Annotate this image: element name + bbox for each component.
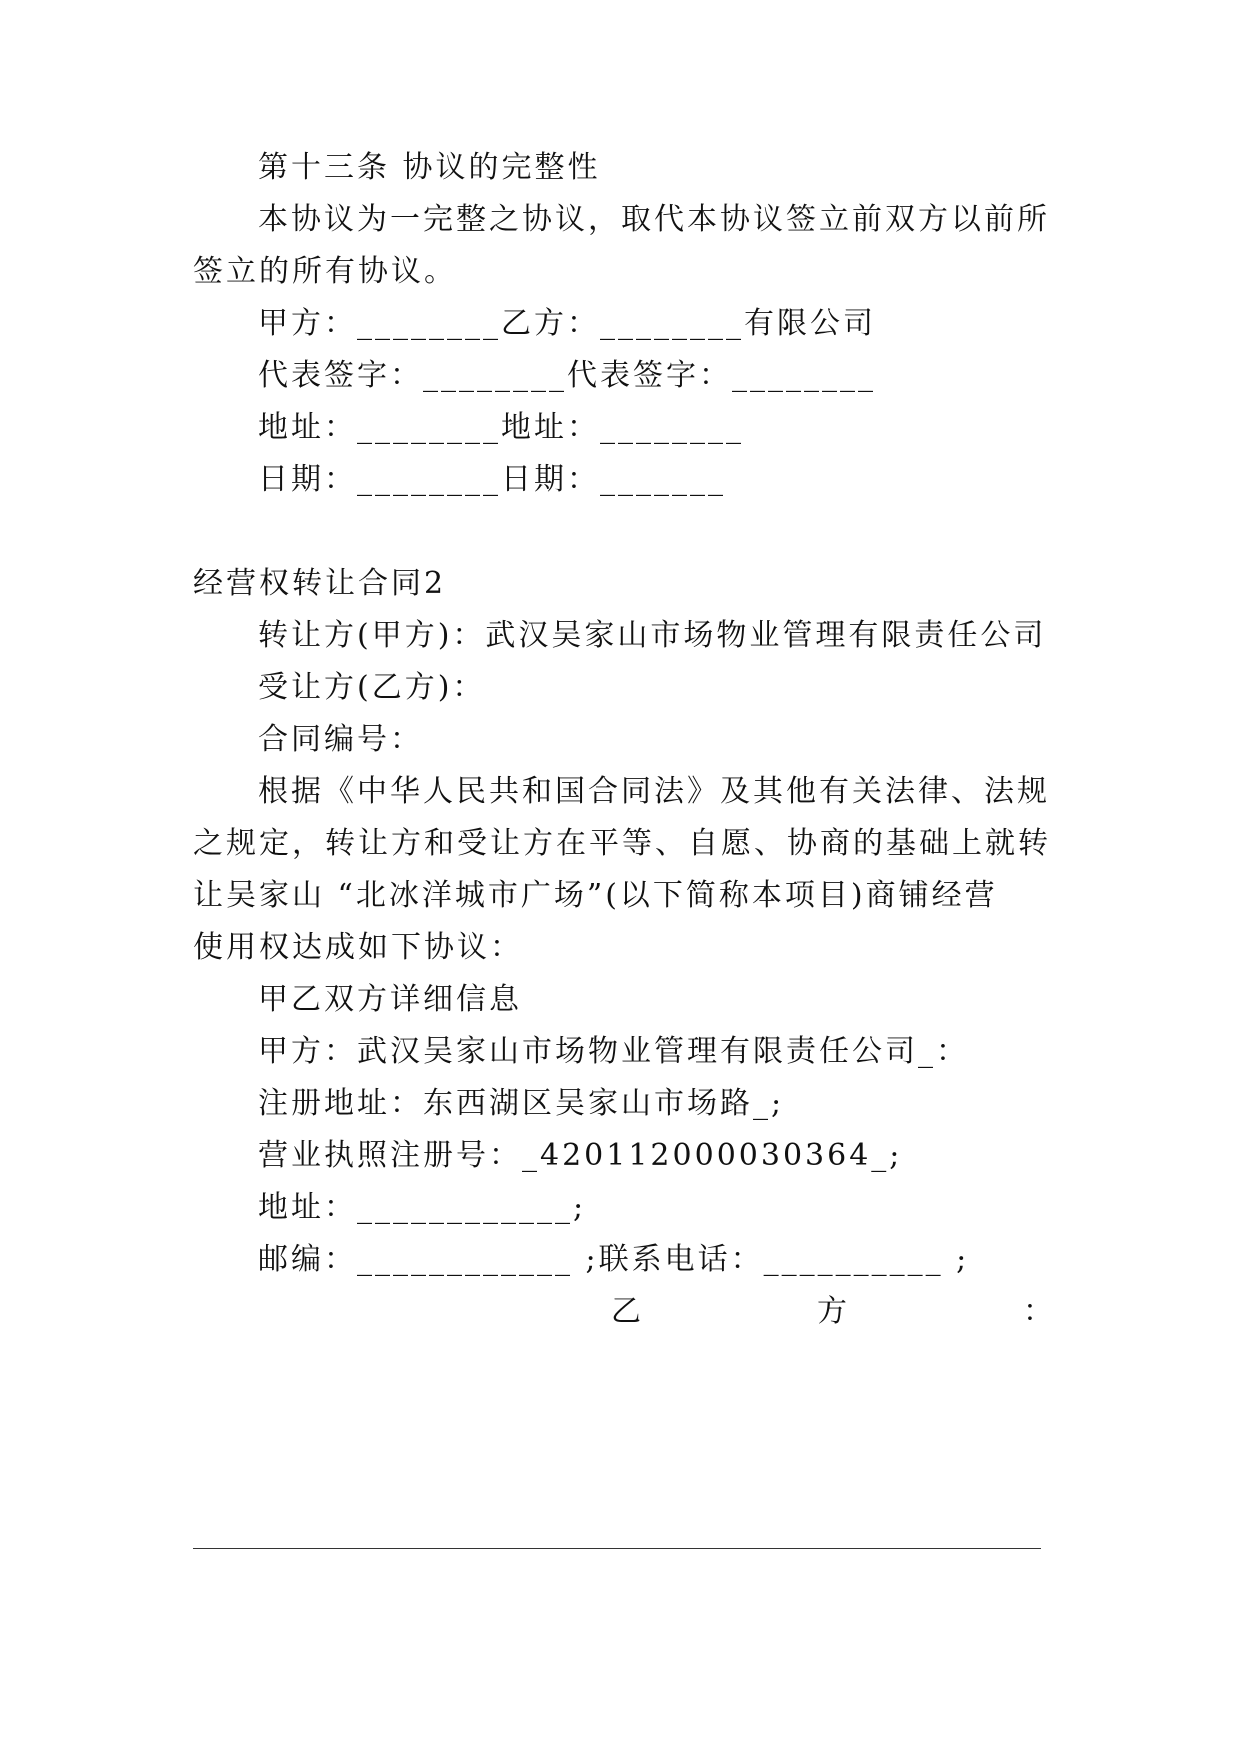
blank-underline [193, 1548, 1041, 1549]
intro-paragraph-line-3: 让吴家山 “北冰洋城市广场”(以下简称本项目)商铺经营 [193, 878, 998, 913]
party-b-char-3: ： [1023, 1294, 1053, 1329]
party-b-char-1: 乙 [611, 1294, 641, 1329]
registered-address-line: 注册地址：东西湖区吴家山市场路_; [258, 1086, 785, 1121]
party-b-line [258, 1292, 1053, 1332]
contract-2-title: 经营权转让合同2 [193, 566, 447, 601]
address-line: 地址：____________; [258, 1190, 587, 1225]
intro-paragraph-line-4: 使用权达成如下协议： [193, 930, 523, 965]
signature-party-line: 甲方：________乙方：________有限公司 [258, 306, 876, 341]
signature-address-line: 地址：________地址：________ [258, 410, 744, 445]
postcode-phone-line: 邮编：____________ ;联系电话：__________ ; [258, 1242, 970, 1277]
signature-representative-line: 代表签字：________代表签字：________ [258, 358, 876, 393]
party-a-line: 甲方：武汉吴家山市场物业管理有限责任公司_： [258, 1034, 969, 1069]
intro-paragraph-line-2: 之规定，转让方和受让方在平等、自愿、协商的基础上就转 [193, 826, 1051, 861]
transferor-line: 转让方(甲方)：武汉吴家山市场物业管理有限责任公司 [258, 618, 1047, 653]
article-13-heading: 第十三条 协议的完整性 [258, 150, 601, 185]
business-license-line: 营业执照注册号：_420112000030364_; [258, 1138, 903, 1173]
party-b-char-2: 方 [817, 1294, 847, 1329]
transferee-line: 受让方(乙方)： [258, 670, 486, 705]
contract-number-line: 合同编号： [258, 722, 423, 757]
signature-date-line: 日期：________日期：_______ [258, 462, 726, 497]
party-details-heading: 甲乙双方详细信息 [258, 982, 522, 1017]
article-13-paragraph-line-1: 本协议为一完整之协议，取代本协议签立前双方以前所 [258, 202, 1050, 237]
article-13-paragraph-line-2: 签立的所有协议。 [193, 254, 457, 289]
intro-paragraph-line-1: 根据《中华人民共和国合同法》及其他有关法律、法规 [258, 774, 1050, 809]
